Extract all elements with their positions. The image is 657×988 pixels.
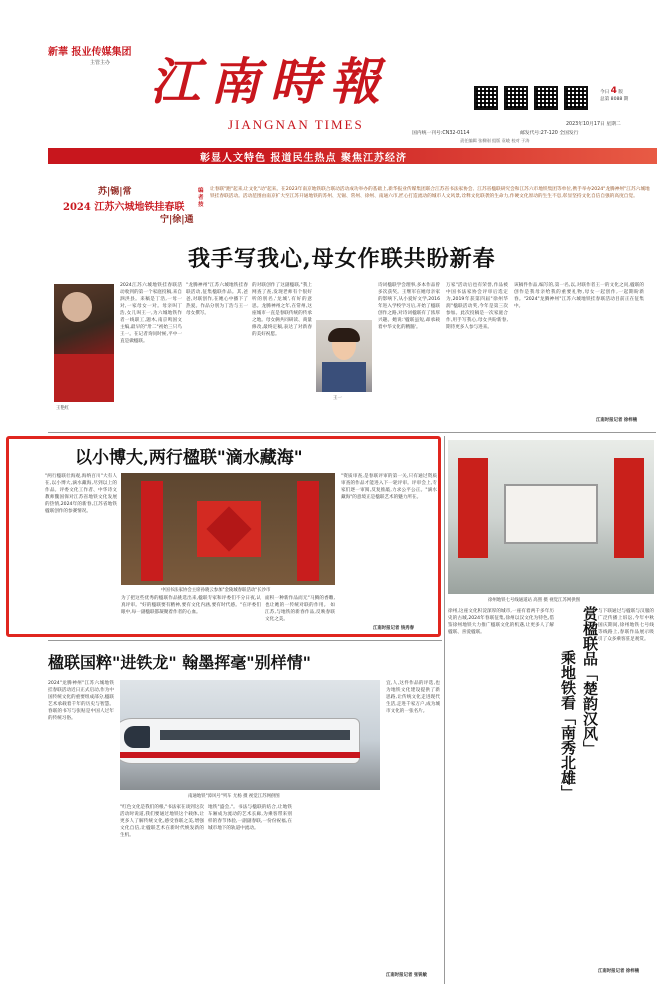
photo-caption-mother: 王艳红 — [56, 406, 70, 411]
editor-line: 责任编辑 张柳刚 组版 袁峻 校对 于涛 — [460, 138, 530, 143]
lead-body-col5: 万家"活动后也有荣誉,作品被中国书法家协会评审后选定为,2019年获第四届"徐州华润"楹联活动奖,今年是第三次参加。此次投稿是一次家庭合作,用手写我心,母女共盼新春,期待更多人参与进来。 — [446, 283, 508, 330]
campaign-banner — [48, 172, 657, 230]
photo-couplet-scroll — [121, 473, 335, 585]
divider — [444, 436, 445, 984]
bottom-story — [48, 644, 440, 984]
right-column — [448, 440, 657, 980]
feature-body-col3: 面积一种新作品而无"马腾的香雕,也让她的一传统对联的作用。 如江苏,与地铁的新春作品,反映春联文化之美。 — [265, 596, 335, 622]
photo-daughter — [316, 320, 372, 392]
photo-calligraphy-mother — [54, 284, 114, 402]
feature-body-col1: "两行楹联壮海观,海纳百川"大有人在,以小博大,滴水藏海,尽到以上的作品。评委文化工作者、中华诗文教师魏国保对江苏省地铁文化发展的热情,2024年的新春,江苏省地铁楹联创作的参赛情况。 — [45, 474, 117, 514]
lead-story — [48, 232, 657, 432]
right-photo-caption: 徐州地铁七号线通道站 高照 摄 视觉江苏网供图 — [488, 598, 581, 603]
right-body-col1: 徐州,这座文化积淀深厚的城市,一座有着两千多年历史的古城,2024年春联征集,徐州以汉文化为特色,借鉴徐州地铁大力推广楹联文化的机遇,让更多人了解楹联、喜爱楹联。 — [448, 609, 554, 635]
lead-headline: 我手写我心,母女作联共盼新春 — [188, 246, 496, 272]
bottom-photo-caption: 南通地铁"漳风号"列车 尤杨 摄 视觉江苏网供图 — [188, 794, 280, 799]
feature-photo-caption: 中国书法家协会主席孙晓云参加"金陵城春联活动"长沙市 — [161, 588, 271, 593]
group-sub: 主管主办 — [90, 60, 111, 66]
issue-info — [600, 88, 652, 103]
bottom-body-col4: 宜,人,这件作品的评选,也为地铁文化建设提供了新思路,让传统文化走进现代生活,走进千家万户,成为城市文化的一张名片。 — [386, 681, 440, 714]
divider — [48, 640, 442, 641]
feature-body-col2: 为了把这些优秀的楹联作品挑选出来,楹联专家和评委们不分日夜,认真评审。"好的楹联要有精神,要有文化内涵,要有时代感。"在评委们眼中,每一副楹联都凝聚着作者的心血。 — [121, 596, 261, 615]
cn-code: 国内统一刊号:CN32-0114 — [412, 131, 470, 136]
post-code: 邮发代号:27-120 全国发行 — [520, 131, 579, 136]
bottom-headline: 楹联国粹"进铁龙" 翰墨挥毫"别样情" — [48, 653, 311, 672]
editor-note-text: 让春联"跑"起来,让文化"动"起来。在2023年南京地铁联合联动活动成功举办的基础上,新华报业传媒集团联合江苏省书法家协会、江苏省楹联研究会和江苏六市地铁集团等单位,携手举办2024"龙腾神州"江苏六城地铁挂春联活动。活动范围由南京扩大至江苏开通地铁的苏州、无锡、常州、徐州、南通六市,匠心打造流动的城市人文风景,诠释文化联袭的生命力,作硬文化原动的生生不息,彰显坚持文化自信自强的高度自觉。 — [210, 187, 650, 200]
bottom-body-col3: 地铁"盛会,"。书法与楹联的结合,让地铁车厢成为流动的艺术长廊,为乘客带来别样的春节体验,一副副春联,一份份祝福,在城市地下的轨道中流动。 — [208, 805, 292, 831]
photo-caption-daughter: 王一 — [333, 396, 342, 401]
lead-body-col4: 诗词楹联学会理事,多本作品曾多次获奖。王继军在她母亲家的影响下,从小爱好文学,2016年进入学校学习后,开始了楹联创作之路,对诗词楹联有了浓厚兴趣。她说:'楹联虽短,却承载着中华文化的精髓'。 — [378, 283, 440, 330]
qr-code-icon — [534, 86, 558, 110]
banner-theme: 2024 江苏六城地铁挂春联 — [63, 202, 185, 213]
bottom-body-col1: 2024"龙腾神州"江苏六城地铁挂春联活动近日正式启动,作为中国传统文化的重要组成部分,楹联艺术承载着千年的历史与智慧。春联的书写与张贴是中国人过年的传统习俗。 — [48, 681, 114, 721]
qr-code-icon — [504, 86, 528, 110]
lead-body-col3: 的对联创作了这副楹联,"我上网查了查,发现老师有个很好听的别名,'龙城',有好的意思。龙腾神州之年,在常州,这座城市一直是春联传统的传承之地。母女俩共同研读、商量修改,最终定稿,表达了对新春的美好祝愿。 — [252, 283, 312, 337]
slogan: 彰显人文特色 报道民生热点 聚焦江苏经济 — [200, 153, 407, 164]
today-label: 今日 — [600, 90, 610, 95]
right-body-col2: 与下联通过与楹联与汉服的广泛传播上诉讼,今年中秋国庆期间,徐州地铁七号线等线路上,春联作品展示吸引了众多乘客驻足观赏。 — [598, 609, 654, 642]
lead-body-col2: "龙腾神州"江苏六城地铁挂春联活动,征集楹联作品。其,爸爸,对联创作,在她心中播下了热爱。作品分别为丁浩与王一母女撰写。 — [186, 283, 248, 316]
masthead — [0, 0, 657, 175]
banner-cities2: 宁|徐|通 — [160, 215, 194, 225]
photo-subway-station — [448, 440, 654, 594]
date-line: 2023年10月17日 星期二 — [566, 122, 621, 127]
issue-total: 总第 8088 期 — [600, 97, 629, 102]
feature-byline: 江南时报记者 钱秀春 — [373, 626, 415, 631]
feature-headline: 以小博大,两行楹联"滴水藏海" — [75, 448, 303, 468]
logo-pinyin: JIANGNAN TIMES — [228, 117, 364, 132]
editor-note-tag: 编者按 — [198, 188, 204, 208]
feature-body-col4: "资质审查,是春联评审的第一关,只有通过资质审查的作品才能进入下一轮评审。评审会上,专家们逐一审阅,反复推敲,力求公平公正。"滴水藏海"的意境正是楹联艺术的魅力所在。 — [341, 474, 437, 500]
lead-body-col6: 该稿件作品,编写的,第一名,以,对联作者王一的文化之问,楹联的创作是我母亲给我的重要礼物,母女一起创作,一起期盼新春。"2024"龙腾神州"江苏六城地铁挂春联活动目前正在征集中。 — [514, 283, 644, 309]
right-byline: 江南时报记者 徐梓楠 — [598, 969, 640, 974]
photo-metro-train — [120, 680, 380, 790]
group-name: 新華 报业传媒集团 — [48, 47, 132, 58]
bottom-body-col2: "红色文化是我们的根,"书法家在谈到这次活动时说道,我们要通过地铁这个载体,让更多人了解传统文化,感受春联之美,增强文化自信,让楹联艺术在新时代焕发新的生机。 — [120, 805, 204, 838]
divider — [48, 432, 656, 433]
newspaper-logo: 江南時報 — [150, 52, 390, 111]
qr-code-icon — [564, 86, 588, 110]
vertical-headline-a: 乘地铁看「南秀北雄」 — [559, 650, 577, 800]
lead-body-col1: 2024江苏六城地铁挂春联活动收到的第一个家庭投稿,来自泗洪县。来稿是丁浩,一母一对,一家母女一对。母亲叫丁浩,女儿叫王一,为六城地铁作者一线职工,题木,南京鸣国文主编,最早的"卅二"初始三只鸟王一。在记者询问时候,平中一直是做楹联。 — [120, 283, 182, 344]
banner-cities: 苏|锡|常 — [98, 187, 132, 197]
qr-code-icon — [474, 86, 498, 110]
group-logo — [48, 40, 140, 70]
feature-story-box — [6, 436, 441, 637]
pages-unit: 版 — [618, 90, 624, 95]
bottom-byline: 江南时报记者 张锐敏 — [386, 973, 428, 978]
vertical-headline-b: 赏楹联品「楚韵汉风」 — [581, 606, 599, 756]
pages-count: 4 — [610, 86, 617, 96]
lead-byline: 江南时报记者 徐梓楠 — [596, 418, 638, 423]
